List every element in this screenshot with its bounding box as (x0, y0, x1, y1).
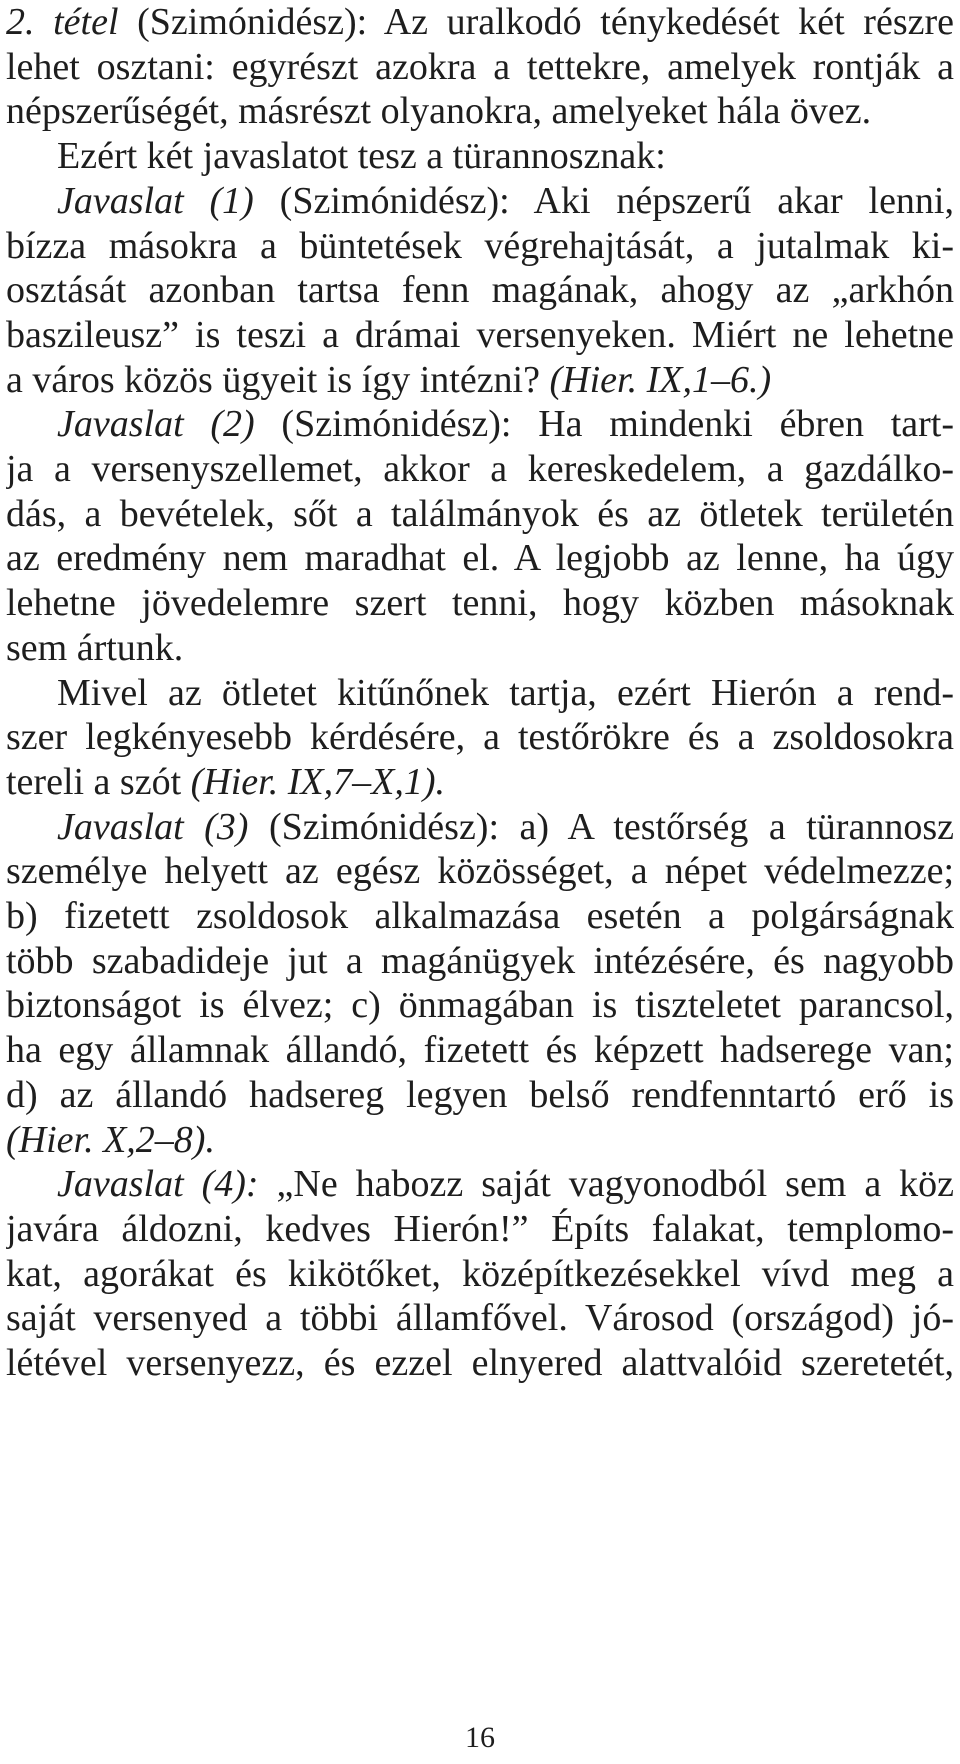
text-run: szer legkényesebb kérdésére, a testőrökre és a zsoldosokra (6, 716, 954, 759)
italic-text-run: Javaslat (1) (57, 179, 254, 222)
text-run: bízza másokra a büntetések végrehajtását, a jutalmak ki- (6, 224, 954, 267)
text-run: biztonságot is élvez; c) önmagában is tiszteletet parancsol, (6, 984, 954, 1027)
text-run: (Szimónidész): a) A testőrség a türannosz (248, 805, 954, 848)
italic-text-run: 2. tétel (6, 1, 119, 43)
text-run: osztását azonban tartsa fenn magának, ahogy az „arkhón (6, 269, 954, 312)
italic-text-run: Javaslat (4): (57, 1163, 259, 1206)
text-run: Ezért két javaslatot tesz a türannosznak: (57, 135, 666, 178)
text-run: baszileusz” is teszi a drámai versenyeken. Miért ne lehetne (6, 313, 954, 356)
text-line (6, 1337, 954, 1389)
italic-text-run: Javaslat (3) (57, 805, 249, 848)
italic-text-run: (Hier. IX,1–6.) (549, 358, 772, 401)
text-run: népszerűségét, másrészt olyanokra, amelyeket hála övez. (6, 90, 872, 133)
text-run: tereli a szót (6, 760, 191, 803)
page-number: 16 (465, 1721, 495, 1754)
text-run: ha egy államnak állandó, fizetett és képzett hadserege van; (6, 1029, 954, 1072)
text-run: (Szimónidész): Ha mindenki ébren tart- (254, 403, 954, 446)
italic-text-run: (Hier. X,2–8). (6, 1118, 215, 1161)
text-run: b) fizetett zsoldosok alkalmazása esetén a polgárságnak (6, 895, 954, 937)
text-run: ja a versenyszellemet, akkor a kereskedelem, a gazdálko- (6, 448, 954, 490)
text-run: a város közös ügyeit is így intézni? (6, 358, 550, 401)
text-run: „Ne habozz saját vagyonodból sem a köz (258, 1163, 954, 1206)
text-run: sem ártunk. (6, 626, 184, 669)
text-run: d) az állandó hadsereg legyen belső rendfenntartó erő is (6, 1073, 954, 1116)
text-run: Mivel az ötletet kitűnőnek tartja, ezért Hierón a rend- (57, 671, 954, 714)
text-run: az eredmény nem maradhat el. A legjobb az lenne, ha úgy (6, 537, 954, 580)
text-run: lehet osztani: egyrészt azokra a tettekre, amelyek rontják a (6, 45, 954, 88)
text-run: (Szimónidész): Az uralkodó ténykedését két részre (118, 1, 954, 43)
text-run: kat, agorákat és kikötőket, középítkezésekkel vívd meg a (6, 1252, 954, 1295)
text-run: javára áldozni, kedves Hierón!” Építs falakat, templomo- (6, 1207, 954, 1250)
text-run: személye helyett az egész közösséget, a népet védelmezze; (6, 850, 954, 893)
text-run: saját versenyed a többi államfővel. Városod (országod) jó- (6, 1297, 954, 1340)
text-run: dás, a bevételek, sőt a találmányok és az ötletek területén (6, 492, 954, 535)
text-run: lehetne jövedelemre szert tenni, hogy közben másoknak (6, 582, 954, 625)
text-run: több szabadideje jut a magánügyek intézésére, és nagyobb (6, 939, 954, 982)
italic-text-run: Javaslat (2) (57, 403, 255, 446)
italic-text-run: (Hier. IX,7–X,1). (190, 760, 445, 803)
text-run: (Szimónidész): Aki népszerű akar lenni, (253, 179, 954, 222)
text-run: létével versenyezz, és ezzel elnyered alattvalóid szeretetét, (6, 1342, 954, 1384)
